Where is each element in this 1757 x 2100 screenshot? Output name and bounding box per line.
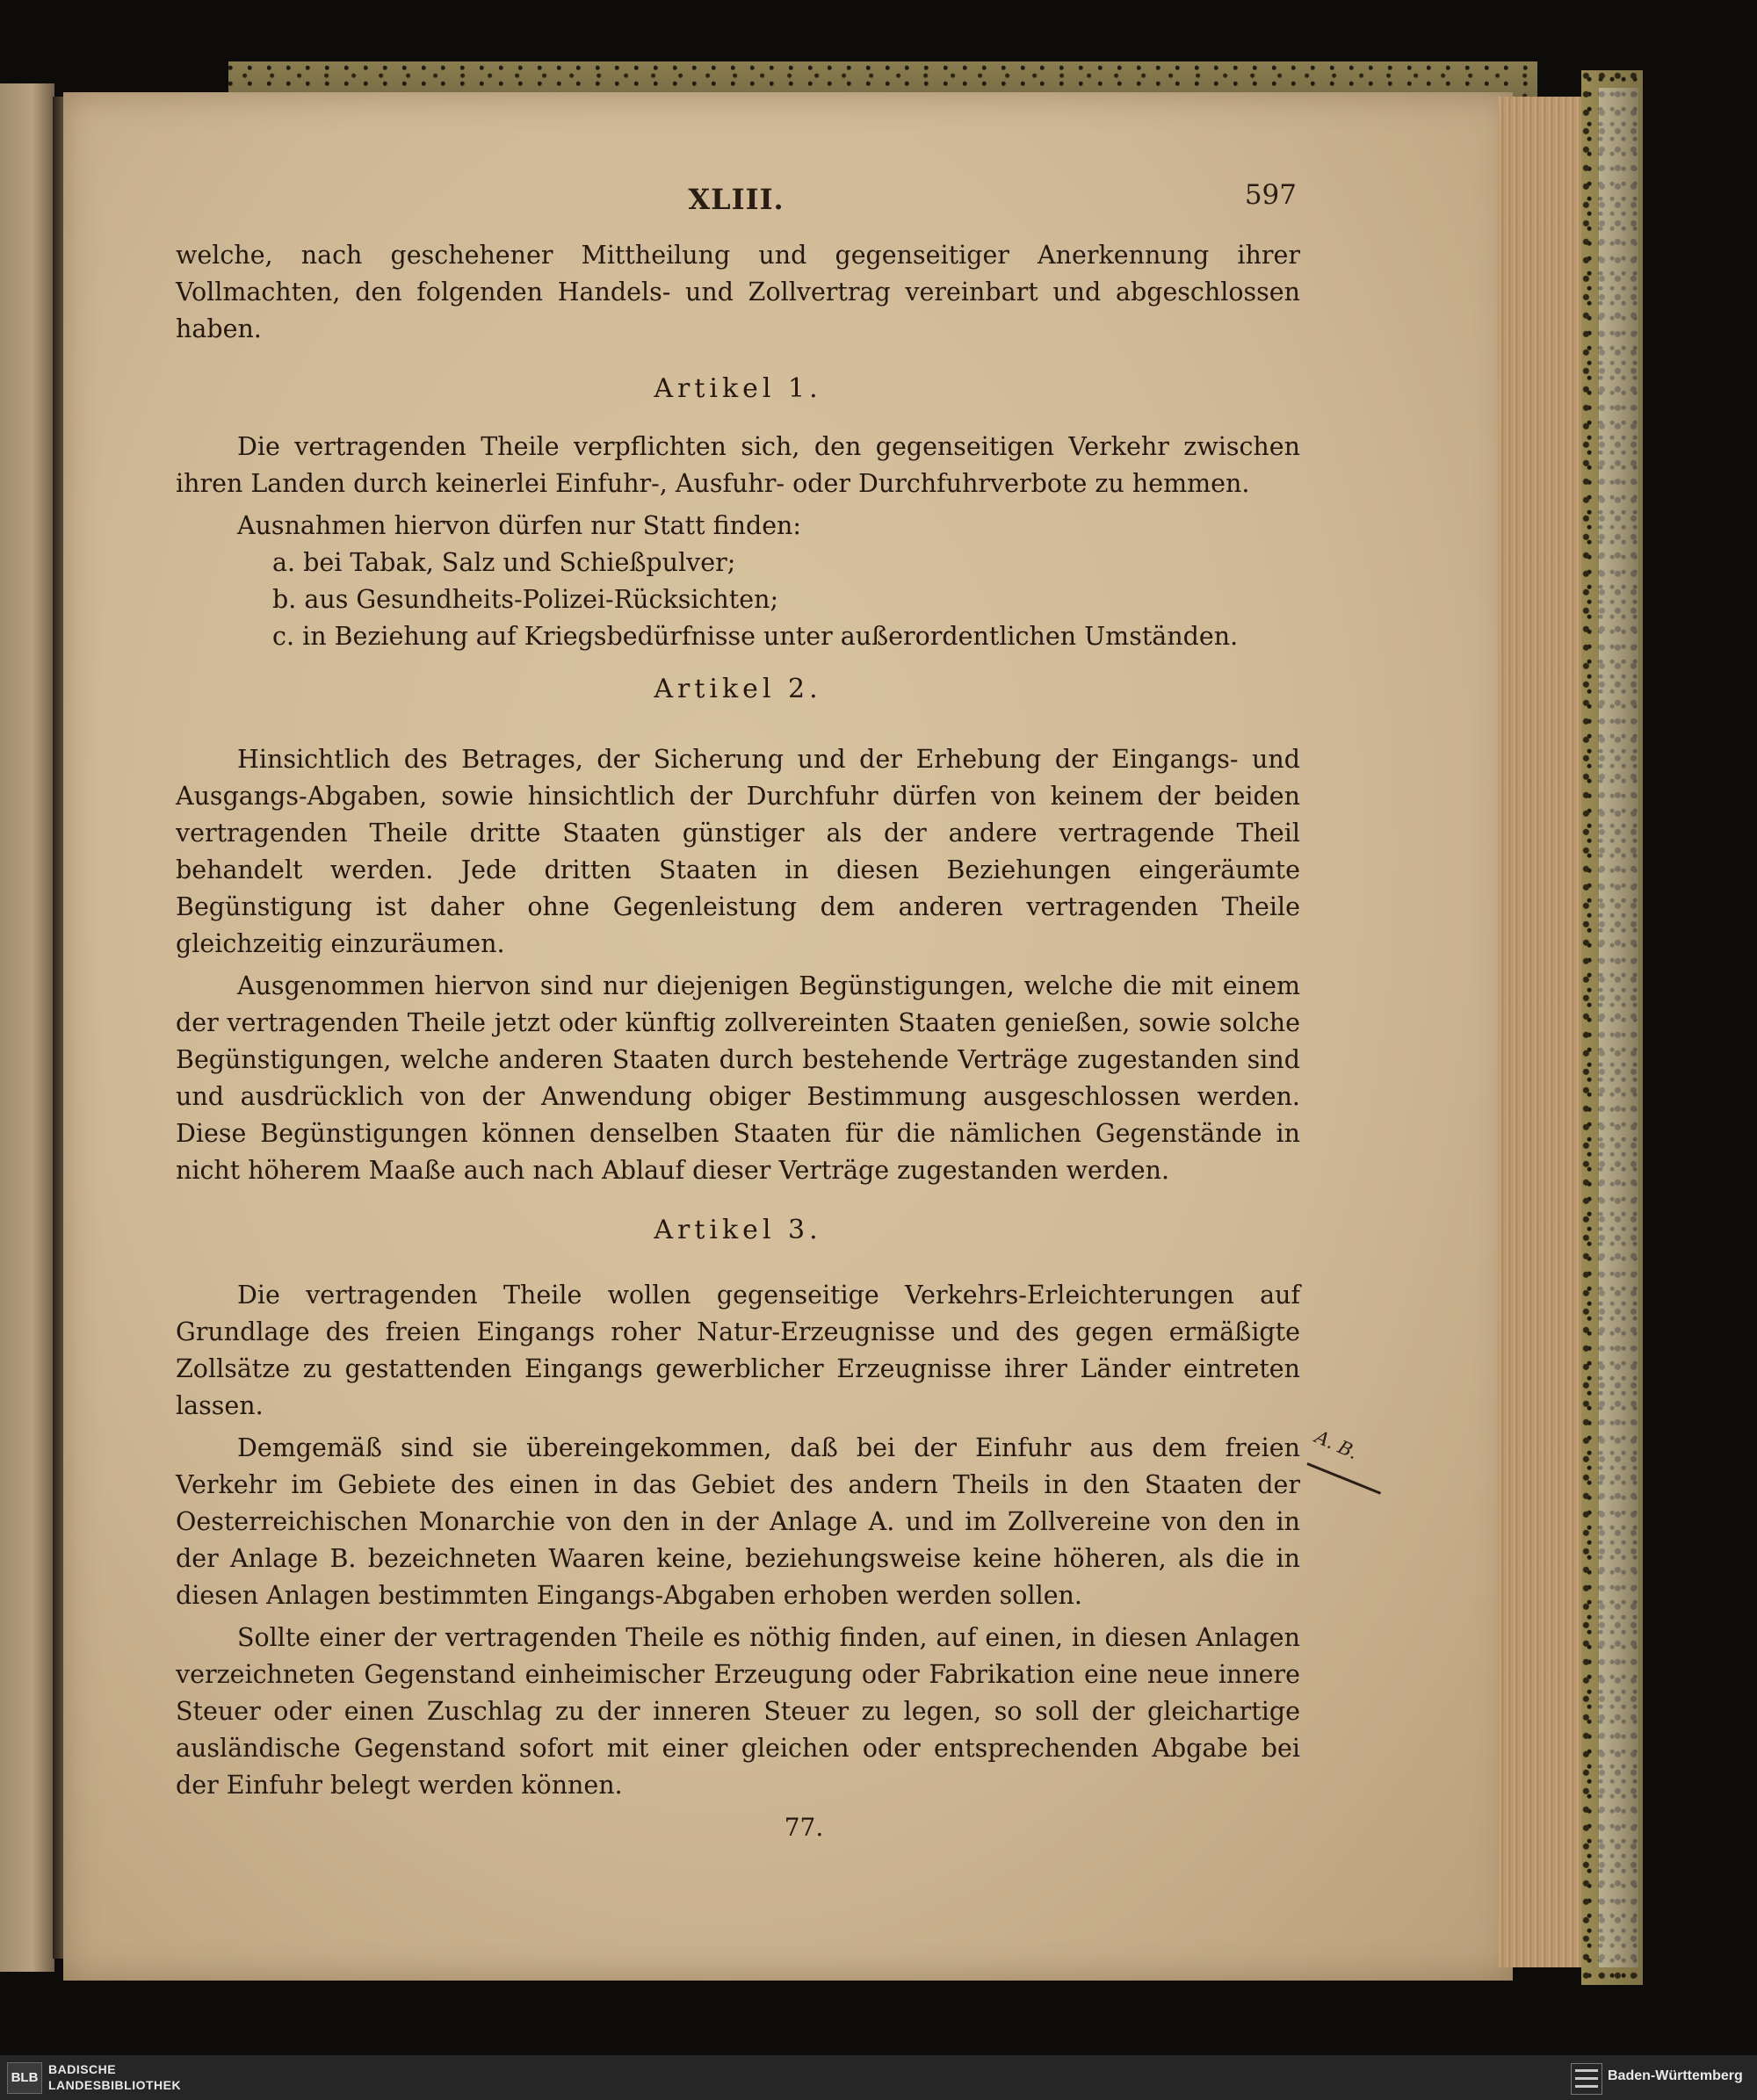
library-name-line-2: LANDESBIBLIOTHEK xyxy=(48,2078,182,2092)
list-item: b. aus Gesundheits-Polizei-Rücksichten; xyxy=(272,585,779,614)
running-head xyxy=(176,179,1297,227)
article-1-exceptions-list xyxy=(176,545,1300,655)
state-name: Baden-Württemberg xyxy=(1608,2068,1743,2083)
section-number: XLIII. xyxy=(688,183,785,216)
page-fore-edge xyxy=(1498,97,1594,1967)
blb-logo-icon: BLB xyxy=(7,2062,42,2094)
list-item: a. bei Tabak, Salz und Schießpulver; xyxy=(272,548,736,577)
cover-edge xyxy=(1599,88,1638,1967)
library-name xyxy=(48,2061,181,2093)
viewer-footer xyxy=(0,2055,1757,2100)
page-number: 597 xyxy=(1244,179,1297,211)
baden-wuerttemberg-crest-icon xyxy=(1571,2063,1602,2095)
margin-annotation xyxy=(1307,1427,1386,1480)
intro-paragraph: welche, nach geschehener Mittheilung und gegenseitiger Anerkennung ihrer Vollmachten, den folgenden Handels- und Zollvertrag vereinbart und abgeschlossen haben. xyxy=(176,241,1300,343)
article-3-paragraph-3: Sollte einer der vertragenden Theile es nöthig finden, auf einen, in diesen Anlagen verzeichneten Gegenstand einheimischer Erzeugung oder Fabrikation eine neue innere Steuer oder einen Zuschlag zu der inneren Steuer zu legen, so soll der gleichartige ausländische Gegenstand sofort mit einer gleichen oder entsprechenden Abgabe bei der Einfuhr belegt werden können. xyxy=(176,1623,1300,1800)
article-1-paragraph-1: Die vertragenden Theile verpflichten sich, den gegenseitigen Verkehr zwischen ihren Landen durch keinerlei Einfuhr-, Ausfuhr- oder Durchfuhrverbote zu hemmen. xyxy=(176,432,1300,498)
left-page-edge xyxy=(0,83,54,1972)
library-name-line-1: BADISCHE xyxy=(48,2062,117,2076)
sheet-signature-mark: 77. xyxy=(784,1813,824,1842)
margin-annotation-text: A. B. xyxy=(1312,1425,1362,1464)
article-2-paragraph-1: Hinsichtlich des Betrages, der Sicherung und der Erhebung der Eingangs- und Ausgangs-Abgaben, sowie hinsichtlich der Durchfuhr dürfen von keinem der beiden vertragenden Theile dritte Staaten günstiger als der andere vertragende Theil behandelt werden. Jede dritten Staaten in diesen Beziehungen eingeräumte Begünstigung ist daher ohne Gegenleistung dem anderen vertragenden Theile gleichzeitig einzuräumen. xyxy=(176,745,1300,958)
article-3-paragraph-1: Die vertragenden Theile wollen gegenseitige Verkehrs-Erleichterungen auf Grundlage des freien Eingangs roher Natur-Erzeugnisse und des gegen ermäßigte Zollsätze zu gestattenden Eingangs gewerblicher Erzeugnisse ihrer Länder eintreten lassen. xyxy=(176,1281,1300,1420)
article-3-paragraph-2: Demgemäß sind sie übereingekommen, daß bei der Einfuhr aus dem freien Verkehr im Gebiete des einen in das Gebiet des andern Theils in den Staaten der Oesterreichischen Monarchie von den in der Anlage A. und im Zollvereine von den in der Anlage B. bezeichneten Waaren keine, beziehungsweise keine höheren, als die in diesen Anlagen bestimmten Eingangs-Abgaben erhoben werden sollen. xyxy=(176,1433,1300,1610)
article-2-paragraph-2: Ausgenommen hiervon sind nur diejenigen Begünstigungen, welche die mit einem der vertragenden Theile jetzt oder künftig zollvereinten Staaten genießen, sowie solche Begünstigungen, welche anderen Staaten durch bestehende Verträge zugestanden sind und ausdrücklich von der Anwendung obiger Bestimmung ausgeschlossen werden. Diese Begünstigungen können denselben Staaten für die nämlichen Gegenstände in nicht höherem Maaße auch nach Ablauf dieser Verträge zugestanden werden. xyxy=(176,971,1300,1185)
article-3-heading: Artikel 3. xyxy=(654,1215,822,1245)
body-text xyxy=(176,237,1300,1846)
list-item: c. in Beziehung auf Kriegsbedürfnisse unter außerordentlichen Umständen. xyxy=(272,622,1239,651)
article-1-heading: Artikel 1. xyxy=(654,373,822,404)
article-2-heading: Artikel 2. xyxy=(654,674,822,704)
article-1-paragraph-2: Ausnahmen hiervon dürfen nur Statt finden: xyxy=(237,511,802,540)
